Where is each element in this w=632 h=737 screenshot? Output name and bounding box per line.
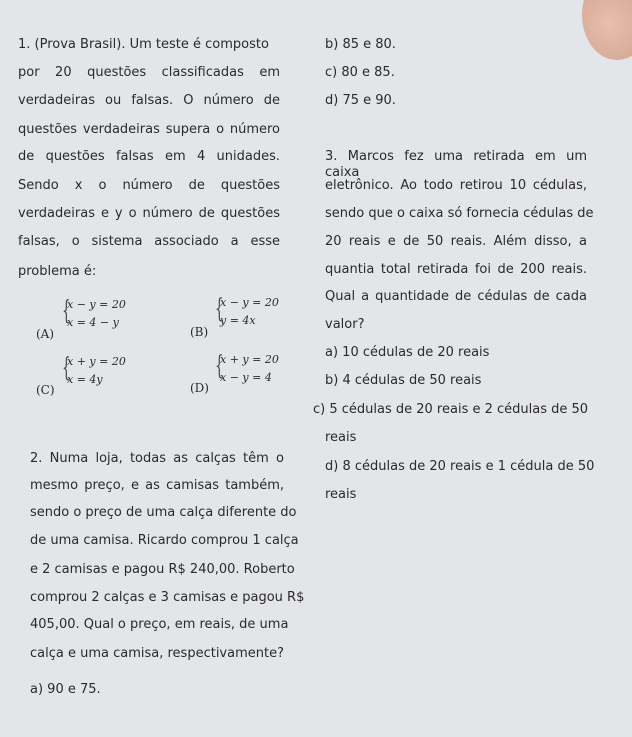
q2-option-a: a) 90 e 75. bbox=[30, 682, 101, 697]
brace-icon: { bbox=[62, 353, 71, 383]
option-label: (C) bbox=[36, 383, 55, 397]
q3-line: sendo que o caixa só fornecia cédulas de bbox=[325, 206, 594, 221]
finger-photo-artifact bbox=[582, 0, 632, 60]
equation: x − y = 20 bbox=[67, 298, 126, 311]
q3-line: quantia total retirada foi de 200 reais. bbox=[325, 262, 587, 277]
q2-line: mesmo preço, e as camisas também, bbox=[30, 478, 284, 493]
q1-line: Sendo x o número de questões bbox=[18, 178, 280, 193]
q2-option-c: c) 80 e 85. bbox=[325, 65, 395, 80]
q1-line: problema é: bbox=[18, 264, 97, 279]
q1-line: verdadeiras e y o número de questões bbox=[18, 206, 280, 221]
q3-option-c-cont: reais bbox=[325, 430, 357, 445]
brace-icon: { bbox=[215, 294, 224, 324]
brace-icon: { bbox=[215, 351, 224, 381]
brace-icon: { bbox=[62, 296, 71, 326]
q3-line: Qual a quantidade de cédulas de cada bbox=[325, 289, 587, 304]
q2-line: sendo o preço de uma calça diferente do bbox=[30, 505, 297, 520]
q3-line: eletrônico. Ao todo retirou 10 cédulas, bbox=[325, 178, 587, 193]
option-label: (A) bbox=[36, 327, 55, 341]
equation: x − y = 20 bbox=[220, 296, 279, 309]
q2-line: 2. Numa loja, todas as calças têm o bbox=[30, 451, 284, 466]
option-label: (D) bbox=[190, 381, 209, 395]
option-label: (B) bbox=[190, 325, 209, 339]
q2-line: calça e uma camisa, respectivamente? bbox=[30, 646, 284, 661]
q3-option-d: d) 8 cédulas de 20 reais e 1 cédula de 50 bbox=[325, 459, 595, 474]
q1-line: 1. (Prova Brasil). Um teste é composto bbox=[18, 37, 269, 52]
q2-option-b: b) 85 e 80. bbox=[325, 37, 396, 52]
q3-option-b: b) 4 cédulas de 50 reais bbox=[325, 373, 482, 388]
q1-line: de questões falsas em 4 unidades. bbox=[18, 149, 280, 164]
q1-line: verdadeiras ou falsas. O número de bbox=[18, 93, 280, 108]
q3-line: valor? bbox=[325, 317, 365, 332]
q2-option-d: d) 75 e 90. bbox=[325, 93, 396, 108]
q2-line: 405,00. Qual o preço, em reais, de uma bbox=[30, 617, 289, 632]
q3-option-a: a) 10 cédulas de 20 reais bbox=[325, 345, 490, 360]
equation: y = 4x bbox=[220, 314, 256, 327]
equation: x = 4 − y bbox=[67, 316, 119, 329]
q3-line: 3. Marcos fez uma retirada em um caixa bbox=[325, 149, 587, 180]
q2-line: e 2 camisas e pagou R$ 240,00. Roberto bbox=[30, 562, 295, 577]
equation: x − y = 4 bbox=[220, 371, 272, 384]
q1-line: falsas, o sistema associado a esse bbox=[18, 234, 280, 249]
equation: x = 4y bbox=[67, 373, 103, 386]
equation: x + y = 20 bbox=[220, 353, 279, 366]
q2-line: de uma camisa. Ricardo comprou 1 calça bbox=[30, 533, 299, 548]
q2-line: comprou 2 calças e 3 camisas e pagou R$ bbox=[30, 590, 305, 605]
q3-option-c: c) 5 cédulas de 20 reais e 2 cédulas de 50 bbox=[313, 402, 589, 417]
q1-line: por 20 questões classificadas em bbox=[18, 65, 280, 80]
equation: x + y = 20 bbox=[67, 355, 126, 368]
q3-line: 20 reais e de 50 reais. Além disso, a bbox=[325, 234, 587, 249]
q3-option-d-cont: reais bbox=[325, 487, 357, 502]
q1-line: questões verdadeiras supera o número bbox=[18, 122, 280, 137]
